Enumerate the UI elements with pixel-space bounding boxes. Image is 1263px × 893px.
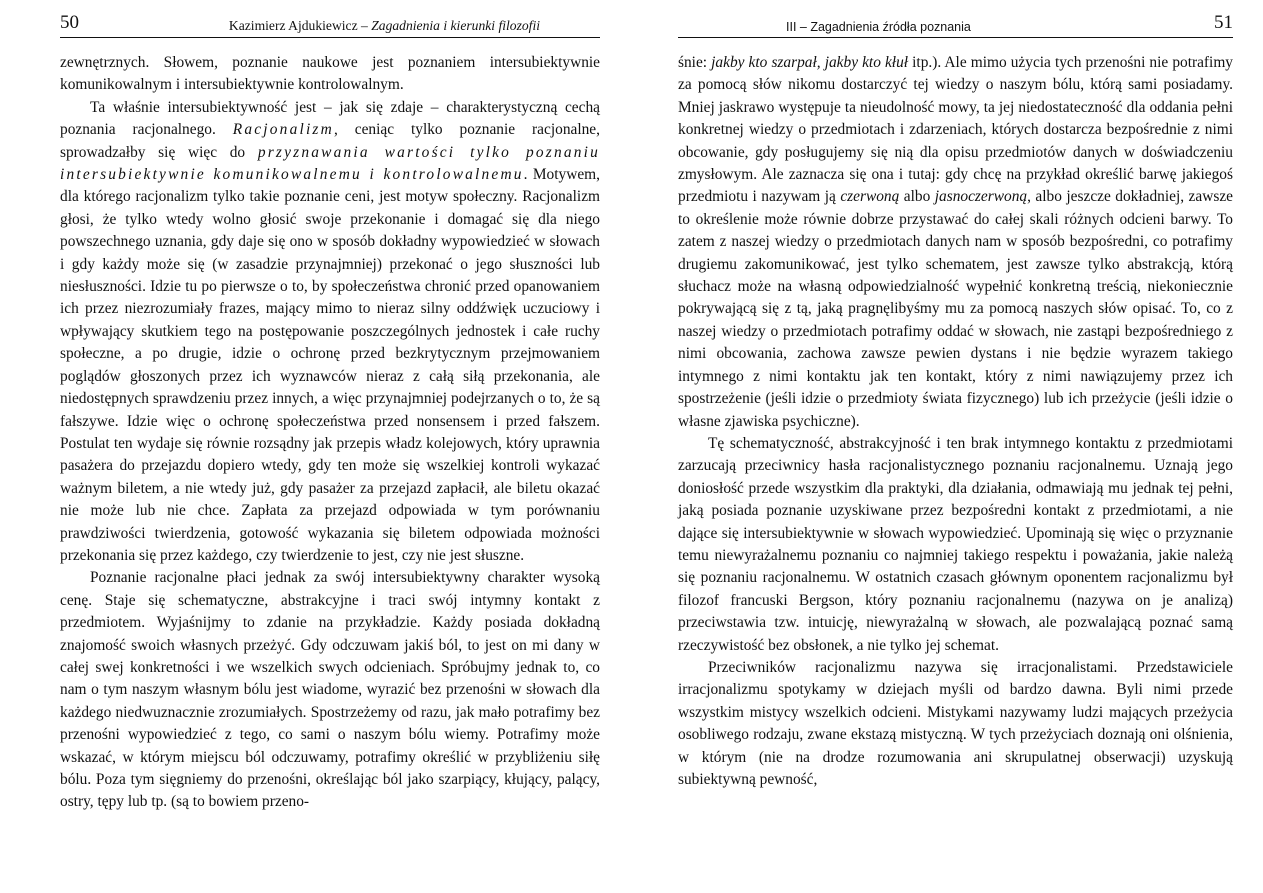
running-author: Kazimierz Ajdukiewicz xyxy=(228,18,358,33)
racjonalizm-term: Racjonalizm xyxy=(232,121,334,139)
left-paragraph-2 xyxy=(60,97,600,568)
italic-czerwona: czerwoną xyxy=(840,188,900,206)
running-book-title: Zagadnienia i kierunki filozofii xyxy=(371,18,540,33)
left-paragraph-1: zewnętrznych. Słowem, poznanie naukowe jest poznaniem intersubiektywnie komunikowalnym i intersubiektywnie kontrolowalnym. xyxy=(60,54,600,94)
right-running-header: III – Zagadnienia źródła poznania xyxy=(786,20,971,34)
left-paragraph-3: Poznanie racjonalne płaci jednak za swój intersubiektywny charakter wysoką cenę. Staje się schematyczne, abstrakcyjne i traci swój intymny kontakt z przedmiotem. Wyjaśnijmy to zdanie na przykładzie. Każdy posiada dokładną znajomość swoich własnych przeżyć. Gdy odczuwam jakiś ból, to jest on mi dany w całej swej konkretności i we wszelkich swych odcieniach. Spróbujmy jednak to, co nam o tym naszym własnym bólu jest wiadome, wyrazić bez przenośni w słowach dla każdego niedwuznacznie zrozumiałych. Spostrzeżemy od razu, jak mało potrafimy bez przenośni wypowiedzieć z tego, co sami o naszym bólu wiemy. Potrafimy może wskazać, w którym miejscu ból odczuwamy, potrafimy określić w przybliżeniu siłę bólu. Poza tym sięgniemy do przenośni, określając ból jako szarpiący, kłujący, palący, ostry, tępy lub tp. (są to bowiem przeno- xyxy=(60,569,600,811)
left-page-header xyxy=(60,12,600,38)
right-p1-text-b: itp.). Ale mimo użycia tych przenośni nie potrafimy za pomocą słów nikomu dostarczyć tej wiedzy o naszym bólu, którą sami posiadamy. Mniej jaskrawo występuje ta nieudolność mowy, ta jej niedostateczność dla oddania pełni konkretnej wiedzy o przedmiotach i zdarzeniach, których dostarcza bezpośrednie z nimi obcowanie, gdy posługujemy się nią dla opisu przedmiotów danych w doświadczeniu zmysłowym. Ale zaznacza się ona i tutaj: gdy chcę na przykład określić barwę jakiegoś przedmiotu i nazywam ją xyxy=(678,54,1234,206)
right-page-number: 51 xyxy=(1214,12,1233,33)
right-p1-text-a: śnie: xyxy=(678,54,712,71)
left-running-header xyxy=(229,18,540,34)
right-page xyxy=(632,0,1263,893)
left-page-number: 50 xyxy=(60,12,79,33)
right-p1-text-c: albo xyxy=(899,188,935,206)
right-paragraph-2: Tę schematyczność, abstrakcyjność i ten brak intymnego kontaktu z przedmiotami zarzucają przeciwnicy hasła racjonalistycznego poznaniu racjonalnemu. Uznają jego doniosłość przede wszystkim dla praktyki, dla działania, odmawiają mu jednak tej pełni, jaką posiada poznanie uzyskiwane przez bezpośredni kontakt z przedmiotami, a nie dające się intersubiektywnie w słowach wypowiedzieć. Upominają się więc o przyznanie temu niewyrażalnemu poznaniu co najmniej takiego respektu i poważania, jakie należą się poznaniu racjonalnemu. W ostatnich czasach głównym oponentem racjonalizmu był filozof francuski Bergson, który poznaniu racjonalnemu (nazywa on je analizą) przeciwstawia tzw. intuicję, niewyrażalną w słowach, ale pozwalającą poznać samą rzeczywistość bez obsłonek, a nie tylko jej schemat. xyxy=(678,434,1233,654)
italic-metaphor: jakby kto szarpał, jakby kto kłuł xyxy=(711,54,909,71)
running-separator: – xyxy=(357,18,372,33)
left-page-body xyxy=(60,52,600,814)
left-p2-text-c: . Motywem, dla którego racjonalizm tylko takie poznanie ceni, jest motyw społeczny. Racjonalizm głosi, że tylko wtedy wolno głosić swoje przekonanie i domagać się dla niego powszechnego uznania, gdy daje się ono w sposób dokładny wypowiedzieć w słowach i gdy każdy może się (w zasadzie przynajmniej) przekonać o jego słuszności lub niesłuszności. Idzie tu po pierwsze o to, by społeczeństwa chronić przed opanowaniem ich przez niezrozumiały frazes, mający mimo to nieraz silny oddźwięk uczuciowy i wpływający skutkiem tego na postępowanie poszczególnych jednostek i całe ruchy społeczne, a po drugie, idzie o ochronę przed bezkrytycznym przejmowaniem poglądów głoszonych przez ich wyznawców nieraz z całą siłą przekonania, ale niedostępnych sprawdzeniu przez innych, a więc przynajmniej podejrzanych o to, że są fałszywe. Idzie więc o ochronę społeczeństwa przed nonsensem i przed fałszem. Postulat ten wydaje się równie rozsądny jak przepis władz kolejowych, który uprawnia pasażera do przejazdu dopiero wtedy, gdy ten może się wszelkiej kontroli wykazać ważnym biletem, a nie wtedy już, gdy pasażer za przejazd zapłacił, ale biletu okazać nie może lub nie chce. Zapłata za przejazd odpowiada w tym porównaniu prawdziwości twierdzenia, gotowość wykazania się biletem odpowiada możności przekonania się przez każdego, czy twierdzenie to jest, czy nie jest słuszne. xyxy=(60,166,600,564)
right-paragraph-1 xyxy=(678,52,1233,433)
spaced-emphasis: przyznawania wartości tylko poznaniu intersubiektywnie komunikowalnemu i kontrolowalnemu xyxy=(60,143,601,184)
left-p2-text-a: Ta właśnie intersubiektywność jest – jak się zdaje – charakterystyczną cechą poznania racjonalnego. xyxy=(60,98,600,139)
left-p2-text-b: , ceniąc tylko poznanie racjonalne, sprowadzałby się więc do xyxy=(60,121,600,161)
right-p1-text-d: , albo jeszcze dokładniej, zawsze to określenie może równie dobrze przystawać do całej skali różnych odcieni barwy. To zatem z naszej wiedzy o przedmiotach danych nam w sposób bezpośredni, co potrafimy drugiemu zakomunikować, jest tylko schematem, jest zawsze tylko abstrakcją, którą słuchacz może na własną odpowiedzialność wypełnić konkretną treścią, niekoniecznie pokrywającą się z tą, jaką pragnęlibyśmy mu za pomocą naszych słów opisać. To, co z naszej wiedzy o przedmiotach potrafimy oddać w słowach, nie zastąpi bezpośredniego z nimi obcowania, zachowa zawsze pewien dystans i nie będzie wyrazem takiego intymnego z nimi kontaktu jak ten kontakt, który z nimi nawiązujemy przez ich spostrzeżenie (jeśli idzie o przedmioty świata fizycznego) lub ich przeżycie (jeśli idzie o własne zjawiska psychiczne). xyxy=(678,188,1233,430)
right-page-header xyxy=(678,12,1233,38)
right-page-body xyxy=(678,52,1233,791)
italic-jasnoczerwona: jasnoczerwoną xyxy=(934,188,1028,206)
right-paragraph-3: Przeciwników racjonalizmu nazywa się irracjonalistami. Przedstawiciele irracjonalizmu spotykamy w dziejach myśli od bardzo dawna. Byli nimi przede wszystkim mistycy wszelkich odcieni. Mistykami nazywamy ludzi mających przeżycia osobliwego rodzaju, zwane ekstazą mistyczną. W tych przeżyciach doznają oni olśnienia, w którym (nie na drodze rozumowania ani skrupulatnej obserwacji) uzyskują subiektywną pewność, xyxy=(678,658,1233,788)
